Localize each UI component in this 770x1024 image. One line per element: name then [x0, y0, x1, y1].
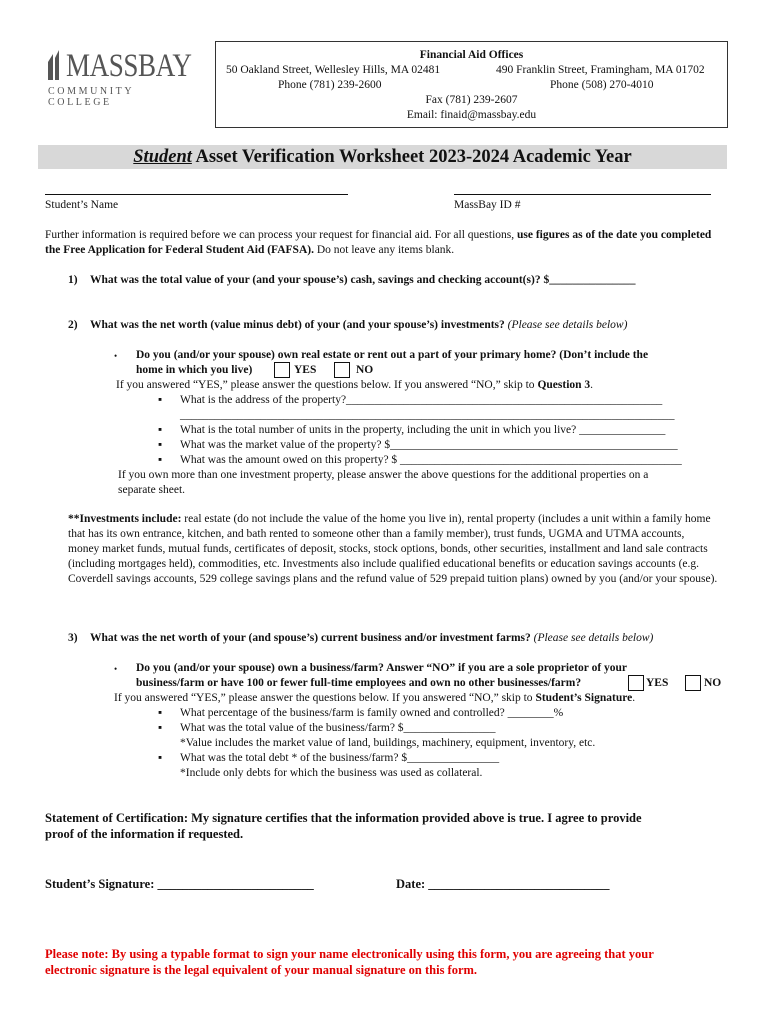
q2-question [90, 318, 627, 333]
investments-label: **Investments include: [68, 513, 182, 525]
intro-bold: use figures as of the date you completed the Free Application for Federal Student Aid (FAFSA). [45, 229, 712, 256]
q2-instruction-pre: If you answered “YES,” please answer the questions below. If you answered “NO,” skip to [116, 379, 538, 391]
massbay-id-line[interactable] [454, 194, 711, 195]
intro-tail: Do not leave any items blank. [313, 244, 455, 256]
wellesley-address: 50 Oakland Street, Wellesley Hills, MA 02481 [226, 64, 441, 76]
q2-square-4: ▪ [158, 454, 163, 466]
q2-no-checkbox[interactable] [334, 362, 350, 378]
q2-no-label: NO [356, 364, 374, 376]
q2-yes-label: YES [294, 364, 317, 376]
logo-mark-icon [46, 50, 68, 80]
q2-item-address-cont[interactable]: ______________________________________________________________________________________ [180, 409, 675, 421]
q3-item-total-debt-note: *Include only debts for which the business was used as collateral. [180, 767, 483, 779]
q3-yes-checkbox[interactable] [628, 675, 644, 691]
q2-square-1: ▪ [158, 394, 163, 406]
q2-instruction-post: . [590, 379, 594, 391]
q2-square-2: ▪ [158, 424, 163, 436]
framingham-phone: Phone (508) 270-4010 [550, 79, 654, 91]
q3-item-total-value[interactable]: What was the total value of the business/farm? $________________ [180, 722, 496, 734]
q3-instruction-post: . [632, 692, 636, 704]
signature-field[interactable]: Student’s Signature: _________________________ [45, 877, 314, 891]
certification-line1: Statement of Certification: My signature certifies that the information provided above is true. I agree to provide [45, 811, 642, 825]
q3-instruction-pre: If you answered “YES,” please answer the questions below. If you answered “NO,” skip to [114, 692, 536, 704]
certification-line2: proof of the information if requested. [45, 827, 244, 841]
q2-multi-line2: separate sheet. [118, 484, 186, 496]
q2-number: 2) [68, 319, 78, 331]
logo-subtitle: COMMUNITY COLLEGE [48, 86, 134, 108]
intro-paragraph [45, 228, 725, 258]
q2-ask-line1: Do you (and/or your spouse) own real estate or rent out a part of your primary home? (Don’t include the [136, 349, 649, 361]
q2-bullet: • [114, 351, 118, 361]
q1-text[interactable]: What was the total value of your (and your spouse’s) cash, savings and checking account(s)? $_______________ [90, 274, 636, 286]
electronic-signature-notice-line2: electronic signature is the legal equivalent of your manual signature on this form. [45, 963, 478, 977]
electronic-signature-notice-line1: Please note: By using a typable format to sign your name electronically using this form, you are agreeing that your [45, 947, 654, 961]
q3-item-percentage[interactable]: What percentage of the business/farm is family owned and controlled? ________% [180, 707, 564, 719]
q2-item-address[interactable]: What is the address of the property?_______________________________________________________ [180, 394, 663, 406]
intro-normal: Further information is required before we can process your request for financial aid. For all questions, [45, 229, 517, 241]
investments-text: real estate (do not include the value of the home you live in), rental property (includes a unit within a family home that has its own entrance, kitchen, and bath rented to someone other than a family member), trust funds, UGMA and UTMA accounts, money market funds, mutual funds, certificates of deposit, stocks, stock options, bonds, other securities, installment and land sale contracts (including mortgages held), commodities, etc. Investments also include qualified educational benefits or education savings accounts (e.g. Coverdell savings accounts, 529 college savings plans and the refund value of 529 prepaid tuition plans) owned by you (and/or your spouse). [68, 513, 718, 585]
q3-item-total-value-note: *Value includes the market value of land, buildings, machinery, equipment, inventory, etc. [180, 737, 596, 749]
q3-ask-line2: business/farm or have 100 or fewer full-time employees and own no other businesses/farm? [136, 677, 582, 689]
q3-square-1: ▪ [158, 707, 163, 719]
q2-text: What was the net worth (value minus debt) of your (and your spouse’s) investments? [90, 319, 505, 331]
title-rest: Asset Verification Worksheet 2023-2024 Academic Year [191, 147, 632, 167]
framingham-address: 490 Franklin Street, Framingham, MA 01702 [496, 64, 705, 76]
student-name-label: Student’s Name [45, 199, 119, 211]
q3-square-3: ▪ [158, 752, 163, 764]
massbay-id-label: MassBay ID # [454, 199, 521, 211]
q2-item-market-value[interactable]: What was the market value of the property? $__________________________________________________ [180, 439, 678, 451]
q3-text: What was the net worth of your (and spouse’s) current business and/or investment farms? [90, 632, 531, 644]
date-field[interactable]: Date: _____________________________ [396, 877, 610, 891]
q3-ask-line1: Do you (and/or your spouse) own a business/farm? Answer “NO” if you are a sole proprietor of your [136, 662, 628, 674]
title-emphasis: Student [133, 147, 192, 167]
q1-number: 1) [68, 274, 78, 286]
investments-paragraph [68, 512, 718, 587]
q3-no-checkbox[interactable] [685, 675, 701, 691]
q3-bullet: • [114, 664, 118, 674]
q3-instruction-bold: Student’s Signature [535, 692, 633, 704]
q3-note: (Please see details below) [530, 632, 654, 644]
q3-yes-label: YES [646, 677, 669, 689]
college-logo [44, 46, 194, 108]
q2-instruction-bold: Question 3 [537, 379, 591, 391]
q2-instruction [116, 378, 593, 393]
q3-item-total-debt[interactable]: What was the total debt * of the business/farm? $________________ [180, 752, 500, 764]
q2-multi-line1: If you own more than one investment property, please answer the above questions for the additional properties on a [118, 469, 649, 481]
q2-square-3: ▪ [158, 439, 163, 451]
q2-item-units[interactable]: What is the total number of units in the property, including the unit in which you live? _______________ [180, 424, 666, 436]
email-link[interactable]: Email: finaid@massbay.edu [406, 109, 537, 121]
contact-box [215, 41, 728, 128]
q3-square-2: ▪ [158, 722, 163, 734]
q3-number: 3) [68, 632, 78, 644]
student-name-line[interactable] [45, 194, 348, 195]
q2-yes-checkbox[interactable] [274, 362, 290, 378]
wellesley-phone: Phone (781) 239-2600 [278, 79, 382, 91]
fax: Fax (781) 239-2607 [425, 94, 518, 106]
q2-note: (Please see details below) [504, 319, 628, 331]
q3-instruction [114, 691, 635, 706]
q3-no-label: NO [704, 677, 722, 689]
q2-ask-line2: home in which you live) [136, 364, 253, 376]
logo-name: MASSBAY [66, 48, 192, 84]
page-title [38, 145, 727, 169]
q2-item-amount-owed[interactable]: What was the amount owed on this property? $ _________________________________________________ [180, 454, 682, 466]
q3-question [90, 631, 653, 646]
contact-title: Financial Aid Offices [419, 49, 524, 61]
